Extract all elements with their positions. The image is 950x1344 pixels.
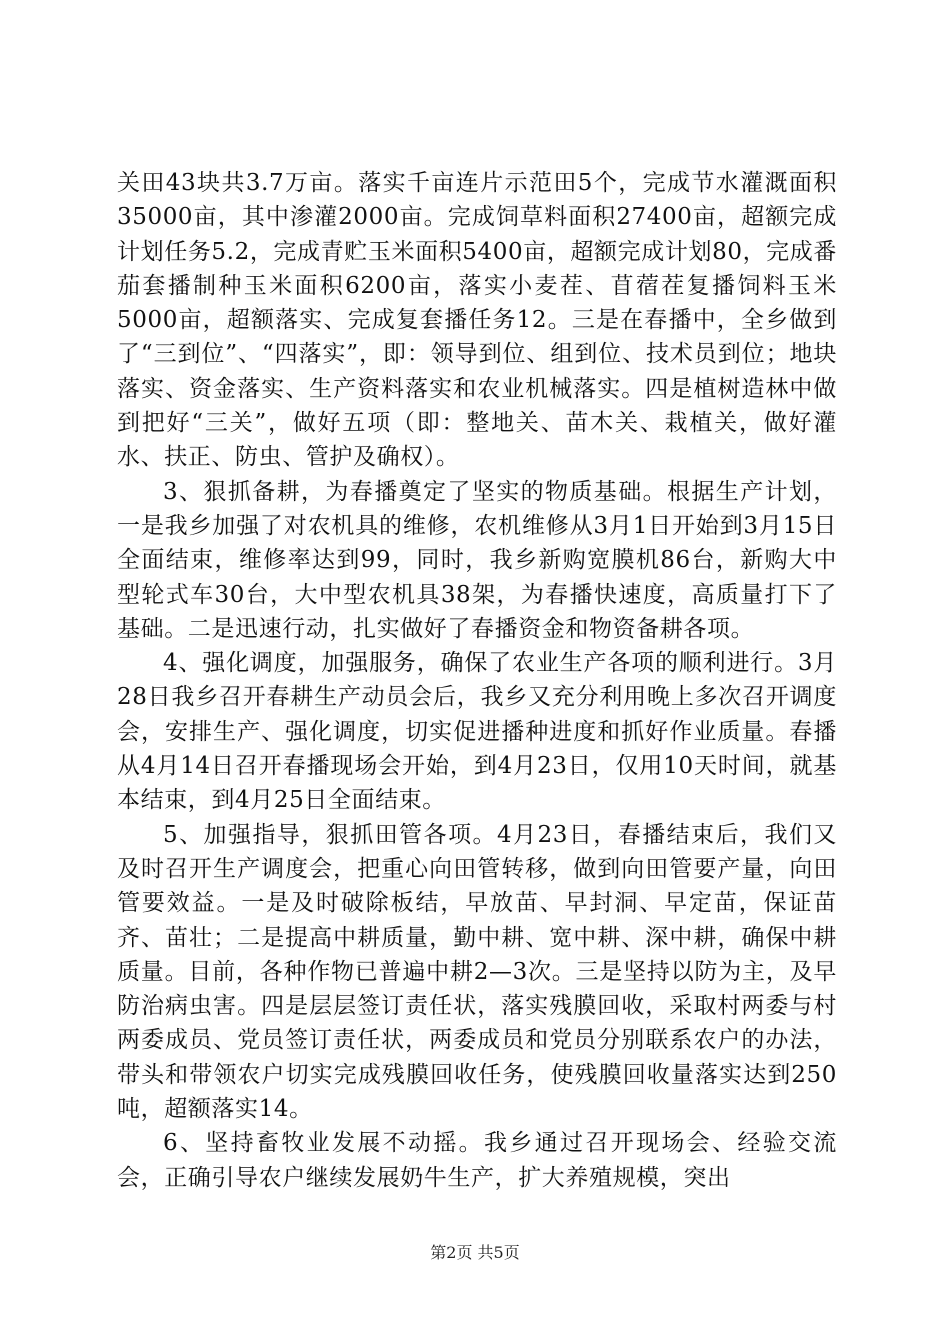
paragraph-4-scheduling: 4、强化调度，加强服务，确保了农业生产各项的顺利进行。3月28日我乡召开春耕生产动员会后，我乡又充分利用晚上多次召开调度会，安排生产、强化调度，切实促进播种进度和抓好作业质量。春播从4月14日召开春播现场会开始，到4月23日，仅用10天时间，就基本结束，到4月25日全面结束。 bbox=[117, 650, 837, 814]
paragraph-5-field-management: 5、加强指导，狠抓田管各项。4月23日，春播结束后，我们又及时召开生产调度会，把重心向田管转移，做到向田管要产量，向田管要效益。一是及时破除板结，早放苗、早封洞、早定苗，保证苗齐、苗壮；二是提高中耕质量，勤中耕、宽中耕、深中耕，确保中耕质量。目前，各种作物已普遍中耕2—3次。三是坚持以防为主，及早防治病虫害。四是层层签订责任状，落实残膜回收，采取村两委与村两委成员、党员签订责任状，两委成员和党员分别联系农户的办法，带头和带领农户切实完成残膜回收任务，使残膜回收量落实达到250吨，超额落实14。 bbox=[117, 821, 837, 1123]
paragraph-6-livestock: 6、坚持畜牧业发展不动摇。我乡通过召开现场会、经验交流会，正确引导农户继续发展奶牛生产，扩大养殖规模，突出 bbox=[117, 1130, 837, 1191]
document-body bbox=[117, 166, 837, 1195]
paragraph-3-preparation: 3、狠抓备耕，为春播奠定了坚实的物质基础。根据生产计划，一是我乡加强了对农机具的维修，农机维修从3月1日开始到3月15日全面结束，维修率达到99，同时，我乡新购宽膜机86台，新购大中型轮式车30台，大中型农机具38架，为春播快速度，高质量打下了基础。二是迅速行动，扎实做好了春播资金和物资备耕各项。 bbox=[117, 478, 837, 642]
page-footer: 第2页 共5页 bbox=[430, 1243, 520, 1262]
paragraph-continued: 关田43块共3.7万亩。落实千亩连片示范田5个，完成节水灌溉面积35000亩，其中渗灌2000亩。完成饲草料面积27400亩，超额完成计划任务5.2，完成青贮玉米面积5400亩，超额完成计划80，完成番茄套播制种玉米面积6200亩，落实小麦茬、苜蓿茬复播饲料玉米5000亩，超额落实、完成复套播任务12。三是在春播中，全乡做到了“三到位”、“四落实”，即：领导到位、组到位、技术员到位；地块落实、资金落实、生产资料落实和农业机械落实。四是植树造林中做到把好“三关”，做好五项（即：整地关、苗木关、栽植关，做好灌水、扶正、防虫、管护及确权）。 bbox=[117, 170, 837, 471]
